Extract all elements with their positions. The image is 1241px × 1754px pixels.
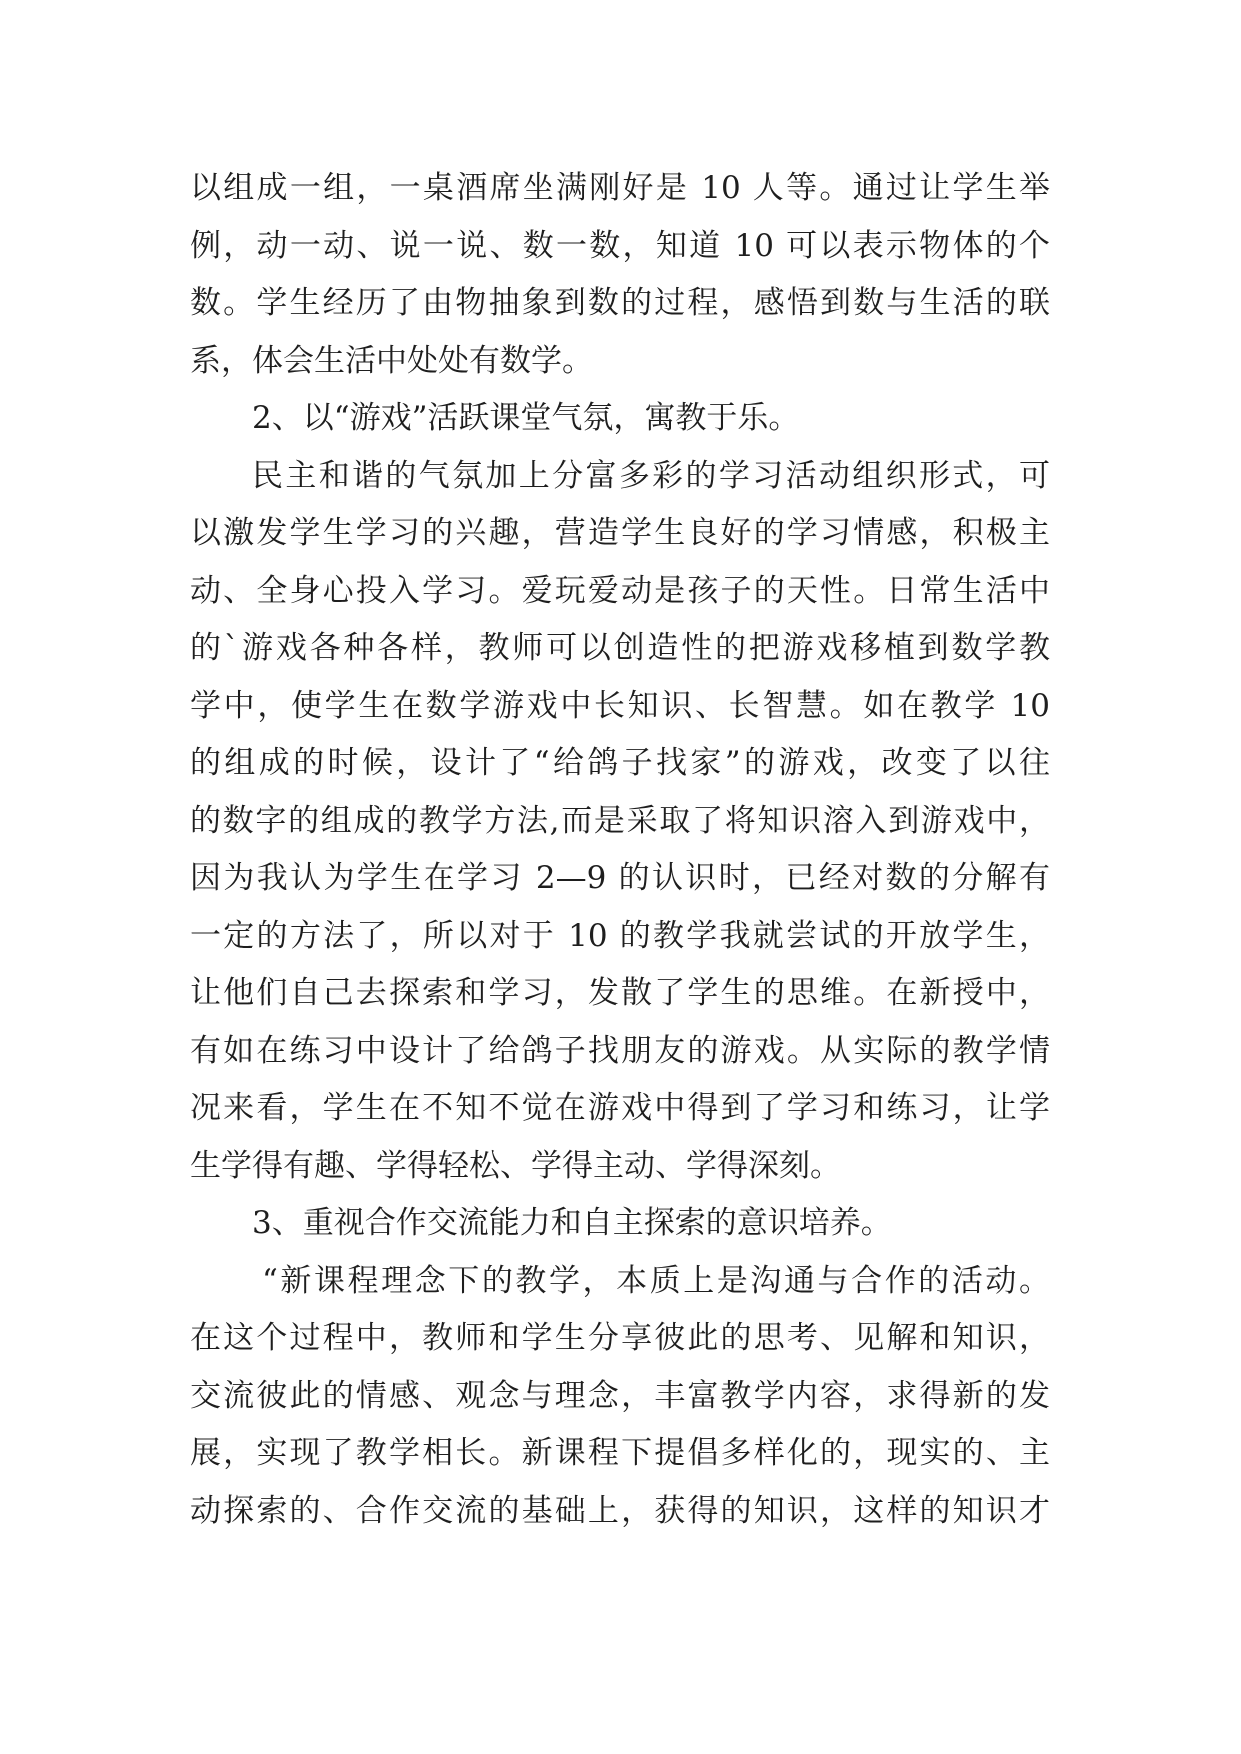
text-line: 在这个过程中，教师和学生分享彼此的思考、见解和知识， [190,1320,1050,1356]
text-line: 一定的方法了，所以对于 10 的教学我就尝试的开放学生， [190,917,1050,954]
text-line: 的组成的时候，设计了“给鸽子找家”的游戏，改变了以往 [190,745,1050,781]
text-line: 学中，使学生在数学游戏中长知识、长智慧。如在教学 10 [190,687,1050,724]
text-line: 以组成一组，一桌酒席坐满刚好是 10 人等。通过让学生举 [190,170,1050,206]
text-line: 系，体会生活中处处有数学。 [190,342,593,379]
text-line: 生学得有趣、学得轻松、学得主动、学得深刻。 [190,1147,841,1184]
section-heading-3: 3、重视合作交流能力和自主探索的意识培养。 [252,1205,892,1241]
text-line: 例，动一动、说一说、数一数，知道 10 可以表示物体的个 [190,227,1050,264]
paragraph-first-line: 民主和谐的气氛加上分富多彩的学习活动组织形式，可 [252,457,1050,494]
text-line: 况来看，学生在不知不觉在游戏中得到了学习和练习，让学 [190,1090,1050,1126]
text-line: 展，实现了教学相长。新课程下提倡多样化的，现实的、主 [190,1435,1050,1471]
text-line: 的数字的组成的教学方法,而是采取了将知识溶入到游戏中， [190,802,1050,839]
text-line: 因为我认为学生在学习 2—9 的认识时，已经对数的分解有 [190,860,1050,896]
text-line: 的`游戏各种各样，教师可以创造性的把游戏移植到数学教 [190,630,1050,666]
text-line: 以激发学生学习的兴趣，营造学生良好的学习情感，积极主 [190,515,1050,551]
text-line: 让他们自己去探索和学习，发散了学生的思维。在新授中， [190,975,1050,1011]
body-text [190,160,1050,1540]
paragraph-first-line: “新课程理念下的教学，本质上是沟通与合作的活动。 [262,1262,1050,1299]
section-heading-2: 2、以“游戏”活跃课堂气氛，寓教于乐。 [252,400,800,436]
text-line: 动、全身心投入学习。爱玩爱动是孩子的天性。日常生活中 [190,572,1050,609]
text-line: 数。学生经历了由物抽象到数的过程，感悟到数与生活的联 [190,285,1050,321]
text-line: 动探索的、合作交流的基础上，获得的知识，这样的知识才 [190,1492,1050,1529]
text-line: 交流彼此的情感、观念与理念，丰富教学内容，求得新的发 [190,1377,1050,1414]
text-line: 有如在练习中设计了给鸽子找朋友的游戏。从实际的教学情 [190,1032,1050,1069]
